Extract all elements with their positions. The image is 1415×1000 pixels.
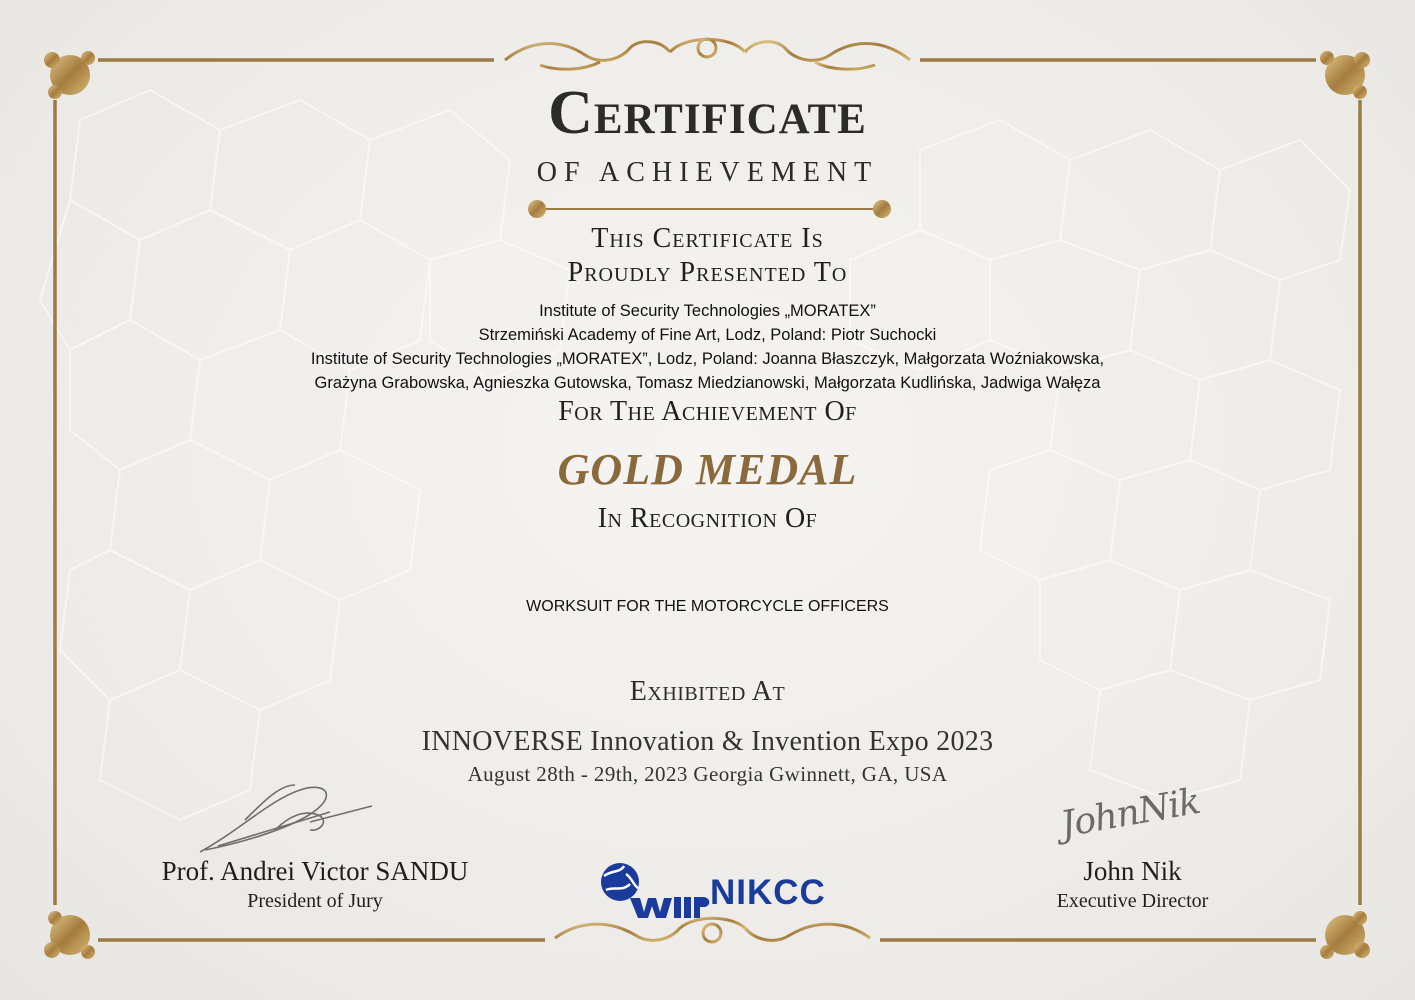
recipient-line: Grażyna Grabowska, Agnieszka Gutowska, Tomasz Miedzianowski, Małgorzata Kudlińska, Jadwiga Wałęza	[314, 374, 1101, 392]
right-signatory	[1000, 856, 1265, 916]
recipient-line: Institute of Security Technologies „MORATEX”, Lodz, Poland: Joanna Błaszczyk, Małgorzata Woźniakowska,	[310, 350, 1105, 368]
presented-to-heading	[0, 222, 1415, 290]
event-name: INNOVERSE Innovation & Invention Expo 2023	[421, 726, 994, 757]
signatory-name: Prof. Andrei Victor SANDU	[161, 856, 469, 886]
event-details: August 28th - 29th, 2023 Georgia Gwinnett, GA, USA	[467, 762, 948, 786]
signatory-name: John Nik	[1083, 856, 1182, 886]
globe-icon	[601, 863, 639, 901]
bottom-flourish	[555, 918, 870, 942]
presented-line-1: This Certificate Is	[591, 223, 824, 254]
recipient-line: Strzemiński Academy of Fine Art, Lodz, Poland: Piotr Suchocki	[478, 326, 937, 344]
certificate-subtitle: OF ACHIEVEMENT	[536, 157, 879, 188]
exhibited-label: Exhibited At	[629, 676, 786, 707]
left-signatory	[120, 856, 510, 916]
signature-left	[200, 785, 372, 852]
recipient-line: Institute of Security Technologies „MORATEX”	[539, 302, 876, 320]
corner-ornament-bottom-left	[44, 911, 95, 959]
nikcc-logo-text: NIKCC	[710, 873, 826, 912]
top-flourish	[505, 39, 910, 69]
work-title: WORKSUIT FOR THE MOTORCYCLE OFFICERS	[526, 598, 889, 615]
award-title: GOLD MEDAL	[557, 445, 858, 494]
wiipa-mark	[630, 897, 709, 918]
corner-ornament-bottom-right	[1320, 911, 1370, 959]
presented-line-2: Proudly Presented To	[567, 257, 848, 288]
certificate-title: Certificate	[548, 79, 867, 147]
signature-right: JohnNik	[1057, 780, 1203, 846]
signatory-role: Executive Director	[1056, 890, 1209, 912]
signatory-role: President of Jury	[247, 890, 383, 912]
title-divider	[528, 200, 891, 218]
recipients-list	[0, 299, 1415, 395]
recognition-label: In Recognition Of	[597, 503, 818, 534]
achievement-label: For The Achievement Of	[558, 396, 857, 427]
